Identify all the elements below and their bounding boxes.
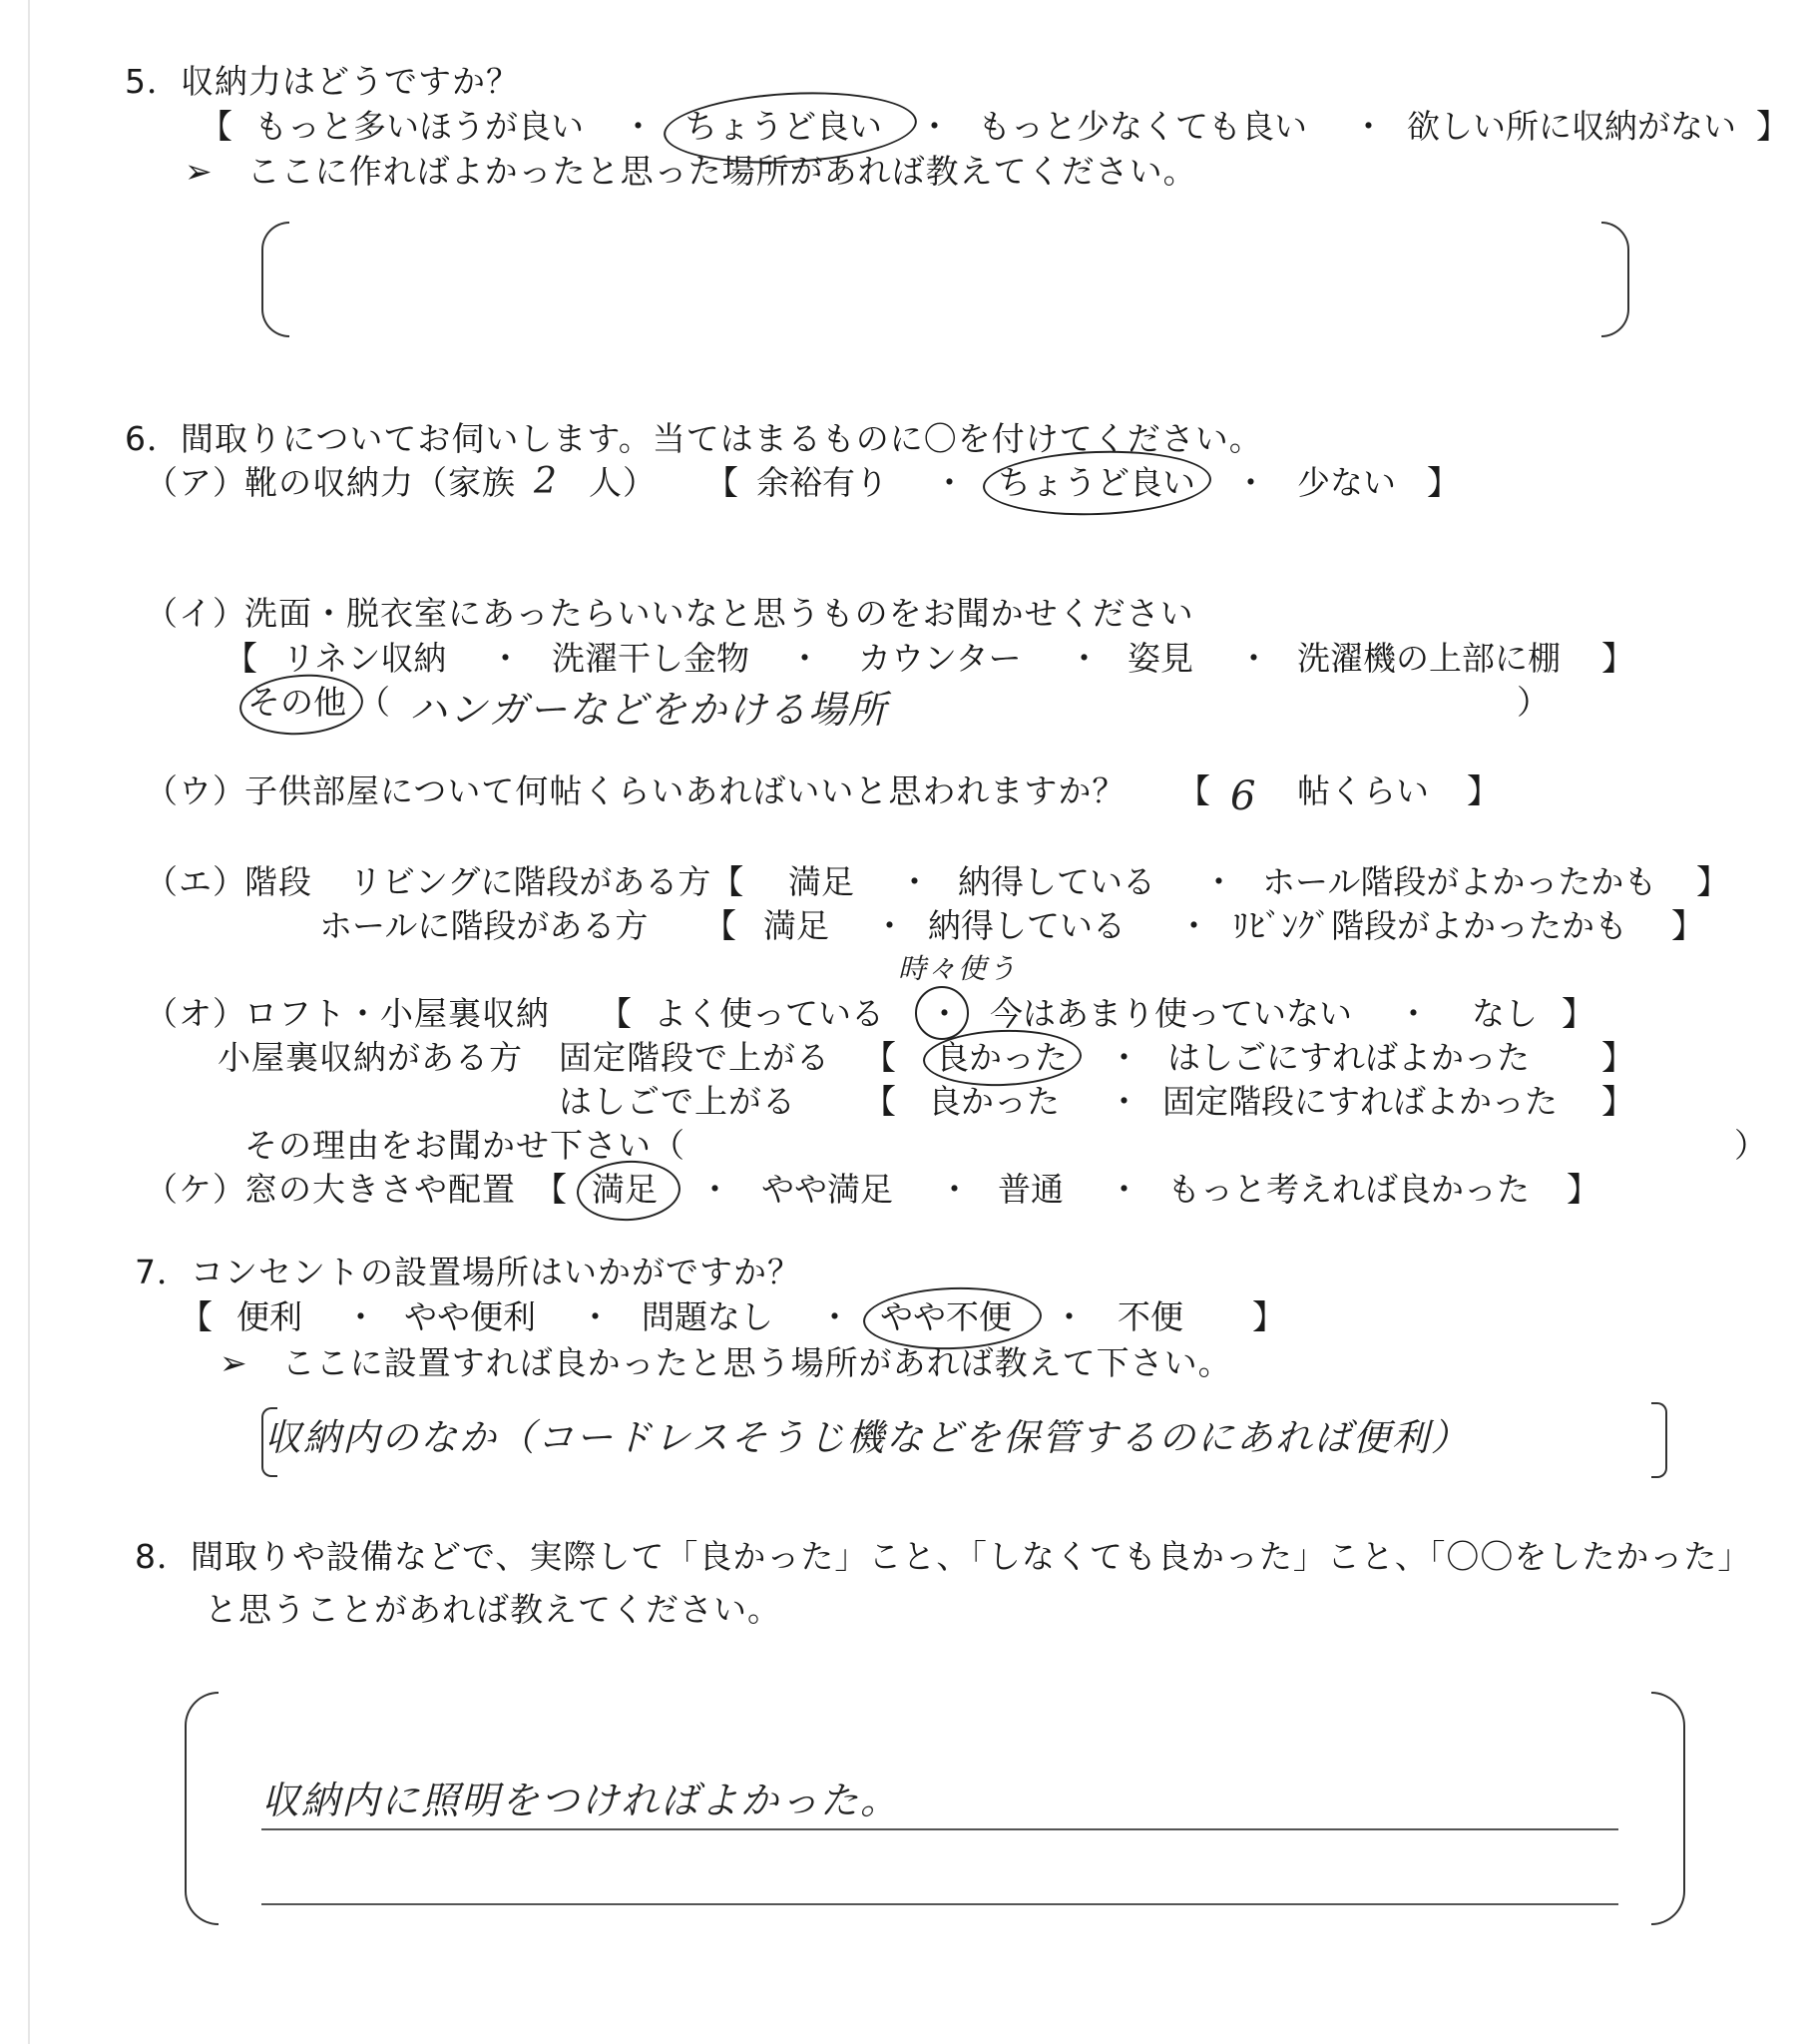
q6ke-separator: ・ bbox=[938, 1170, 971, 1209]
q6o-separator: ・ bbox=[928, 994, 961, 1033]
q6e-row2-option-living-stairs[interactable]: ﾘﾋﾞﾝｸﾞ階段がよかったかも bbox=[1232, 906, 1627, 945]
q6u-room-size[interactable]: 6 bbox=[1230, 773, 1258, 819]
q5-separator: ・ bbox=[1352, 107, 1385, 146]
q7-option-somewhat-inconvenient[interactable]: やや不便 bbox=[880, 1297, 1012, 1336]
q6i-option-mirror[interactable]: 姿見 bbox=[1128, 639, 1193, 678]
q6o-reason-label: その理由をお聞かせ下さい（ bbox=[244, 1126, 685, 1165]
q6o-ladder-option-good[interactable]: 良かった bbox=[928, 1082, 1060, 1121]
q7-bracket-open: 【 bbox=[180, 1297, 213, 1336]
q6o-fixed-stairs-label: 固定階段で上がる bbox=[559, 1038, 830, 1077]
q7-sub-question: ➢ ここに設置すれば良かったと思う場所があれば教えて下さい。 bbox=[220, 1343, 1232, 1382]
q6o-handwritten-note[interactable]: 時々使う bbox=[898, 952, 1019, 985]
q6i-other-open: （ bbox=[357, 683, 390, 722]
q6i-other-close: ） bbox=[1517, 683, 1550, 722]
q7-option-no-problem[interactable]: 問題なし bbox=[642, 1297, 773, 1336]
q6ke-answer-circle bbox=[576, 1158, 682, 1223]
q6o-bracket-close: 】 bbox=[1562, 994, 1594, 1033]
q6a-bracket-close: 】 bbox=[1427, 463, 1460, 502]
q6i-separator: ・ bbox=[1237, 639, 1270, 678]
q6o-attic-label: 小屋裏収納がある方 bbox=[218, 1038, 523, 1077]
q7-separator: ・ bbox=[1053, 1297, 1086, 1336]
q6ke-option-normal[interactable]: 普通 bbox=[998, 1170, 1064, 1209]
q7-answer-circle bbox=[862, 1284, 1043, 1352]
q5-option-more[interactable]: もっと多いほうが良い bbox=[254, 107, 584, 146]
q6i-option-counter[interactable]: カウンター bbox=[858, 639, 1022, 678]
q6a-option-few[interactable]: 少ない bbox=[1297, 463, 1396, 502]
q6e-question: 階段 bbox=[244, 862, 312, 901]
q6o-reason-close: ） bbox=[1734, 1126, 1767, 1165]
q5-option-less[interactable]: もっと少なくても良い bbox=[978, 107, 1307, 146]
q7-option-somewhat-convenient[interactable]: やや便利 bbox=[404, 1297, 536, 1336]
q5-sub-question: ➢ ここに作ればよかったと思った場所があれば教えてください。 bbox=[185, 152, 1197, 191]
q6o-option-often-used[interactable]: よく使っている bbox=[654, 994, 884, 1033]
q6u-unit: 帖くらい bbox=[1297, 771, 1429, 810]
q6e-row1-option-satisfied[interactable]: 満足 bbox=[788, 862, 854, 901]
q8-answer-bracket-left bbox=[185, 1692, 219, 1925]
q6u-label: （ウ） bbox=[145, 771, 246, 810]
q6ke-bracket-close: 】 bbox=[1567, 1170, 1599, 1209]
q6a-unit: 人） bbox=[589, 463, 657, 502]
q7-answer-bracket-left bbox=[261, 1407, 277, 1477]
q6i-other-answer[interactable]: ハンガーなどをかける場所 bbox=[409, 688, 889, 732]
q6ke-separator: ・ bbox=[698, 1170, 731, 1209]
q6i-label: （イ） bbox=[145, 594, 246, 633]
q7-bracket-close: 】 bbox=[1252, 1297, 1285, 1336]
q7-title: 7．コンセントの設置場所はいかがですか？ bbox=[135, 1253, 801, 1291]
q8-answer-line bbox=[261, 1903, 1618, 1905]
q6e-separator: ・ bbox=[873, 906, 906, 945]
q6i-bracket-close: 】 bbox=[1601, 639, 1634, 678]
q6i-other-circle bbox=[237, 671, 365, 740]
q6e-row1-option-hall-stairs[interactable]: ホール階段がよかったかも bbox=[1262, 862, 1657, 901]
q7-separator: ・ bbox=[579, 1297, 612, 1336]
q6a-label: （ア） bbox=[145, 463, 246, 502]
q6a-separator: ・ bbox=[933, 463, 966, 502]
q5-answer-bracket-right bbox=[1601, 222, 1629, 337]
q6i-separator: ・ bbox=[489, 639, 522, 678]
q6a-bracket-open: 【 bbox=[705, 463, 738, 502]
q7-separator: ・ bbox=[818, 1297, 851, 1336]
q6o-label: （オ） bbox=[145, 994, 246, 1033]
q6o-fixed-option-good[interactable]: 良かった bbox=[936, 1038, 1068, 1077]
q6i-option-shelf-above-washer[interactable]: 洗濯機の上部に棚 bbox=[1297, 639, 1561, 678]
q6i-bracket-open: 【 bbox=[225, 639, 257, 678]
q6e-separator: ・ bbox=[1177, 906, 1210, 945]
q6i-option-other[interactable]: その他 bbox=[247, 683, 346, 722]
q6o-answer-circle bbox=[915, 986, 969, 1040]
q6ke-question: 窓の大きさや配置 bbox=[244, 1170, 516, 1209]
q5-option-none-where-wanted[interactable]: 欲しい所に収納がない bbox=[1407, 107, 1736, 146]
q6o-fixed-option-ladder-better[interactable]: はしごにすればよかった bbox=[1167, 1038, 1530, 1077]
q6i-option-linen[interactable]: リネン収納 bbox=[282, 639, 447, 678]
q6ke-option-satisfied[interactable]: 満足 bbox=[592, 1170, 658, 1209]
q8-answer-text[interactable]: 収納内に照明をつければよかった。 bbox=[261, 1779, 901, 1822]
q6o-ladder-bracket-open: 【 bbox=[863, 1082, 896, 1121]
q6e-row1-label: リビングに階段がある方【 bbox=[349, 862, 744, 901]
q5-title: 5．収納力はどうですか？ bbox=[125, 62, 520, 101]
q6i-separator: ・ bbox=[1068, 639, 1101, 678]
q6e-row2-bracket-close: 】 bbox=[1671, 906, 1704, 945]
q6ke-bracket-open: 【 bbox=[534, 1170, 567, 1209]
q7-answer-text[interactable]: 収納内のなか（コードレスそうじ機などを保管するのにあれば便利） bbox=[264, 1416, 1470, 1459]
q5-bracket-open: 【 bbox=[200, 107, 232, 146]
q8-title: 8．間取りや設備などで、実際して「良かった」こと、「しなくても良かった」こと、「〇〇をしたかった」 bbox=[135, 1537, 1752, 1576]
q8-title-line2: と思うことがあれば教えてください。 bbox=[205, 1590, 781, 1629]
q6i-question: 洗面・脱衣室にあったらいいなと思うものをお聞かせください bbox=[244, 594, 1194, 633]
q7-answer-bracket-right bbox=[1651, 1402, 1667, 1478]
q6-title: 6．間取りについてお伺いします。当てはまるものに〇を付けてください。 bbox=[125, 419, 1263, 458]
q6u-bracket-open: 【 bbox=[1177, 771, 1210, 810]
q6o-bracket-open: 【 bbox=[599, 994, 632, 1033]
q6e-row2-option-accepted[interactable]: 納得している bbox=[928, 906, 1126, 945]
q6ke-option-could-be-better[interactable]: もっと考えれば良かった bbox=[1167, 1170, 1530, 1209]
q6o-ladder-bracket-close: 】 bbox=[1601, 1082, 1634, 1121]
page-edge-line bbox=[28, 0, 30, 2044]
q6ke-option-somewhat[interactable]: やや満足 bbox=[761, 1170, 893, 1209]
q5-separator: ・ bbox=[918, 107, 951, 146]
q6o-separator: ・ bbox=[1108, 1082, 1140, 1121]
q6o-option-none[interactable]: なし bbox=[1472, 994, 1538, 1033]
q5-bracket-close: 】 bbox=[1756, 107, 1789, 146]
q6o-separator: ・ bbox=[1108, 1038, 1140, 1077]
q6e-row2-label: ホールに階段がある方 bbox=[319, 906, 649, 945]
q6e-label: （エ） bbox=[145, 862, 246, 901]
q6u-question: 子供部屋について何帖くらいあればいいと思われますか？ bbox=[244, 771, 1127, 810]
q5-option-just-right[interactable]: ちょうど良い bbox=[684, 107, 882, 146]
q6o-ladder-label: はしごで上がる bbox=[559, 1082, 796, 1121]
q5-separator: ・ bbox=[622, 107, 655, 146]
q6a-option-plenty[interactable]: 余裕有り bbox=[756, 463, 888, 502]
q6o-option-rarely-used[interactable]: 今はあまり使っていない bbox=[990, 994, 1352, 1033]
q6o-fixed-bracket-close: 】 bbox=[1601, 1038, 1634, 1077]
q6a-option-just-right[interactable]: ちょうど良い bbox=[998, 463, 1195, 502]
q7-option-convenient[interactable]: 便利 bbox=[236, 1297, 302, 1336]
q6a-family-count[interactable]: 2 bbox=[534, 461, 559, 502]
q6e-row2-bracket-open: 【 bbox=[703, 906, 736, 945]
q6e-row1-bracket-close: 】 bbox=[1696, 862, 1729, 901]
q7-option-inconvenient[interactable]: 不便 bbox=[1118, 1297, 1183, 1336]
q6e-separator: ・ bbox=[898, 862, 931, 901]
q6ke-label: （ケ） bbox=[145, 1170, 246, 1209]
q6i-option-drying-hardware[interactable]: 洗濯干し金物 bbox=[552, 639, 749, 678]
q6e-row2-option-satisfied[interactable]: 満足 bbox=[763, 906, 829, 945]
q6u-bracket-close: 】 bbox=[1467, 771, 1500, 810]
q6o-fixed-bracket-open: 【 bbox=[863, 1038, 896, 1077]
q6a-question: 靴の収納力（家族 bbox=[244, 463, 516, 502]
q6ke-separator: ・ bbox=[1108, 1170, 1140, 1209]
q8-answer-bracket-right bbox=[1651, 1692, 1685, 1925]
q6i-separator: ・ bbox=[788, 639, 821, 678]
q6o-ladder-option-fixed-better[interactable]: 固定階段にすればよかった bbox=[1162, 1082, 1558, 1121]
q8-answer-line bbox=[261, 1828, 1618, 1830]
q6o-question: ロフト・小屋裏収納 bbox=[244, 994, 550, 1033]
q6a-separator: ・ bbox=[1234, 463, 1267, 502]
q6o-separator: ・ bbox=[1397, 994, 1430, 1033]
q6e-row1-option-accepted[interactable]: 納得している bbox=[958, 862, 1155, 901]
q7-separator: ・ bbox=[344, 1297, 377, 1336]
q6e-separator: ・ bbox=[1202, 862, 1235, 901]
q5-answer-bracket-left bbox=[261, 222, 289, 337]
